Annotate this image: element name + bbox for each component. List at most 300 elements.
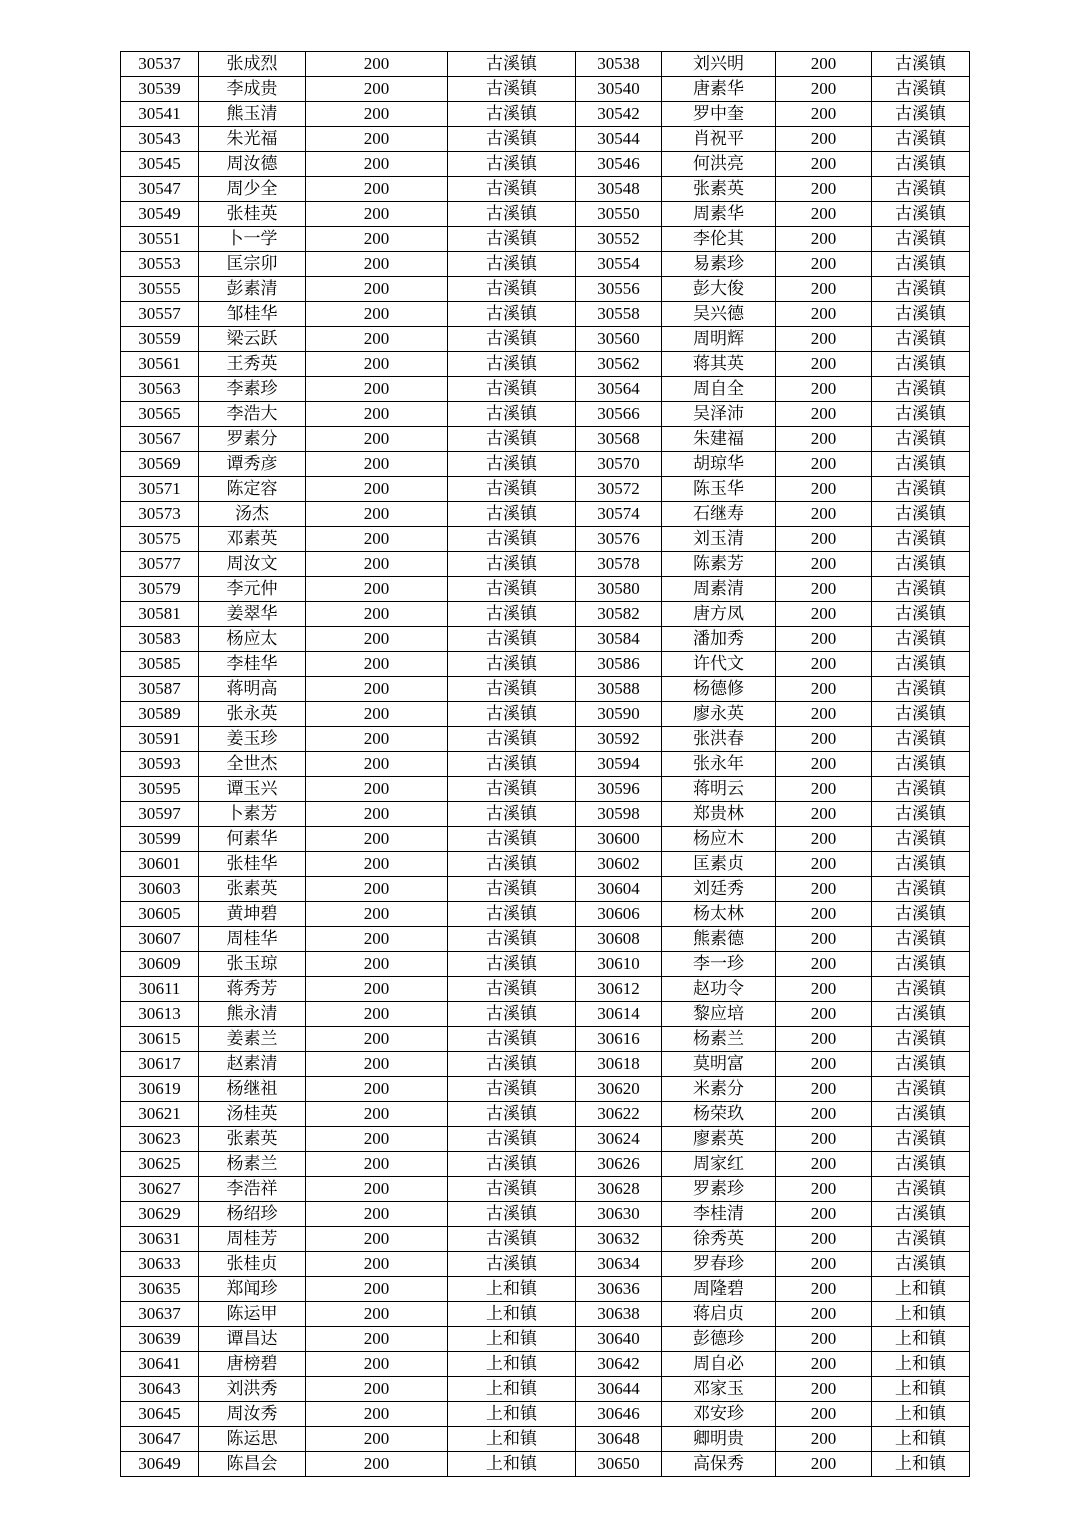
town-cell: 古溪镇 — [448, 502, 576, 527]
amount-cell: 200 — [306, 327, 448, 352]
table-row — [121, 127, 970, 152]
record-id-cell: 30620 — [576, 1077, 662, 1102]
town-cell: 古溪镇 — [872, 227, 970, 252]
person-name-cell: 廖素英 — [662, 1127, 776, 1152]
amount-cell: 200 — [306, 202, 448, 227]
amount-cell: 200 — [776, 277, 872, 302]
person-name-cell: 朱光福 — [199, 127, 306, 152]
person-name-cell: 李桂清 — [662, 1202, 776, 1227]
table-row — [121, 802, 970, 827]
person-name-cell: 杨太林 — [662, 902, 776, 927]
table-row — [121, 1027, 970, 1052]
person-name-cell: 石继寿 — [662, 502, 776, 527]
person-name-cell: 张桂贞 — [199, 1252, 306, 1277]
amount-cell: 200 — [306, 877, 448, 902]
town-cell: 古溪镇 — [872, 427, 970, 452]
town-cell: 古溪镇 — [872, 827, 970, 852]
person-name-cell: 杨素兰 — [662, 1027, 776, 1052]
person-name-cell: 周少全 — [199, 177, 306, 202]
amount-cell: 200 — [776, 1027, 872, 1052]
person-name-cell: 汤桂英 — [199, 1102, 306, 1127]
amount-cell: 200 — [306, 727, 448, 752]
amount-cell: 200 — [306, 277, 448, 302]
amount-cell: 200 — [776, 1102, 872, 1127]
amount-cell: 200 — [776, 1352, 872, 1377]
person-name-cell: 蒋启贞 — [662, 1302, 776, 1327]
town-cell: 古溪镇 — [448, 1002, 576, 1027]
amount-cell: 200 — [306, 1127, 448, 1152]
amount-cell: 200 — [776, 377, 872, 402]
town-cell: 上和镇 — [872, 1302, 970, 1327]
town-cell: 古溪镇 — [872, 377, 970, 402]
amount-cell: 200 — [776, 1377, 872, 1402]
person-name-cell: 邓安珍 — [662, 1402, 776, 1427]
person-name-cell: 全世杰 — [199, 752, 306, 777]
person-name-cell: 朱建福 — [662, 427, 776, 452]
town-cell: 古溪镇 — [872, 1227, 970, 1252]
amount-cell: 200 — [776, 502, 872, 527]
town-cell: 古溪镇 — [448, 602, 576, 627]
table-row — [121, 1352, 970, 1377]
table-row — [121, 1252, 970, 1277]
amount-cell: 200 — [776, 1177, 872, 1202]
town-cell: 古溪镇 — [448, 152, 576, 177]
person-name-cell: 杨应太 — [199, 627, 306, 652]
person-name-cell: 李浩祥 — [199, 1177, 306, 1202]
table-row — [121, 227, 970, 252]
amount-cell: 200 — [306, 1027, 448, 1052]
record-id-cell: 30625 — [121, 1152, 199, 1177]
person-name-cell: 李素珍 — [199, 377, 306, 402]
amount-cell: 200 — [776, 1427, 872, 1452]
record-id-cell: 30566 — [576, 402, 662, 427]
amount-cell: 200 — [776, 802, 872, 827]
amount-cell: 200 — [776, 552, 872, 577]
amount-cell: 200 — [306, 1152, 448, 1177]
record-id-cell: 30549 — [121, 202, 199, 227]
town-cell: 古溪镇 — [872, 902, 970, 927]
amount-cell: 200 — [306, 127, 448, 152]
amount-cell: 200 — [306, 1327, 448, 1352]
amount-cell: 200 — [776, 677, 872, 702]
town-cell: 古溪镇 — [448, 552, 576, 577]
record-id-cell: 30539 — [121, 77, 199, 102]
person-name-cell: 唐榜碧 — [199, 1352, 306, 1377]
table-body — [121, 52, 970, 1477]
record-id-cell: 30558 — [576, 302, 662, 327]
table-row — [121, 1202, 970, 1227]
person-name-cell: 周明辉 — [662, 327, 776, 352]
record-id-cell: 30627 — [121, 1177, 199, 1202]
town-cell: 古溪镇 — [872, 177, 970, 202]
record-id-cell: 30641 — [121, 1352, 199, 1377]
record-id-cell: 30596 — [576, 777, 662, 802]
town-cell: 古溪镇 — [448, 952, 576, 977]
town-cell: 古溪镇 — [872, 452, 970, 477]
record-id-cell: 30597 — [121, 802, 199, 827]
person-name-cell: 潘加秀 — [662, 627, 776, 652]
town-cell: 古溪镇 — [448, 1102, 576, 1127]
amount-cell: 200 — [306, 1302, 448, 1327]
person-name-cell: 张永年 — [662, 752, 776, 777]
amount-cell: 200 — [306, 177, 448, 202]
amount-cell: 200 — [306, 1452, 448, 1477]
amount-cell: 200 — [776, 1452, 872, 1477]
record-id-cell: 30584 — [576, 627, 662, 652]
record-id-cell: 30618 — [576, 1052, 662, 1077]
amount-cell: 200 — [776, 1202, 872, 1227]
person-name-cell: 邓家玉 — [662, 1377, 776, 1402]
record-id-cell: 30585 — [121, 652, 199, 677]
town-cell: 古溪镇 — [448, 1077, 576, 1102]
table-row — [121, 1402, 970, 1427]
person-name-cell: 卜一学 — [199, 227, 306, 252]
person-name-cell: 张素英 — [662, 177, 776, 202]
record-id-cell: 30623 — [121, 1127, 199, 1152]
record-id-cell: 30545 — [121, 152, 199, 177]
town-cell: 古溪镇 — [448, 977, 576, 1002]
town-cell: 古溪镇 — [872, 1127, 970, 1152]
table-row — [121, 1302, 970, 1327]
table-row — [121, 177, 970, 202]
record-id-cell: 30569 — [121, 452, 199, 477]
town-cell: 古溪镇 — [872, 502, 970, 527]
person-name-cell: 刘廷秀 — [662, 877, 776, 902]
amount-cell: 200 — [776, 727, 872, 752]
person-name-cell: 陈运思 — [199, 1427, 306, 1452]
table-row — [121, 1052, 970, 1077]
person-name-cell: 肖祝平 — [662, 127, 776, 152]
town-cell: 古溪镇 — [872, 952, 970, 977]
amount-cell: 200 — [306, 752, 448, 777]
record-id-cell: 30594 — [576, 752, 662, 777]
record-id-cell: 30547 — [121, 177, 199, 202]
record-id-cell: 30561 — [121, 352, 199, 377]
town-cell: 古溪镇 — [448, 927, 576, 952]
town-cell: 古溪镇 — [448, 1127, 576, 1152]
town-cell: 古溪镇 — [448, 852, 576, 877]
amount-cell: 200 — [306, 1227, 448, 1252]
amount-cell: 200 — [306, 1252, 448, 1277]
amount-cell: 200 — [306, 702, 448, 727]
record-id-cell: 30595 — [121, 777, 199, 802]
record-id-cell: 30593 — [121, 752, 199, 777]
record-id-cell: 30635 — [121, 1277, 199, 1302]
person-name-cell: 邓素英 — [199, 527, 306, 552]
person-name-cell: 谭昌达 — [199, 1327, 306, 1352]
person-name-cell: 张永英 — [199, 702, 306, 727]
amount-cell: 200 — [306, 377, 448, 402]
amount-cell: 200 — [306, 1352, 448, 1377]
amount-cell: 200 — [776, 627, 872, 652]
amount-cell: 200 — [776, 177, 872, 202]
amount-cell: 200 — [306, 302, 448, 327]
amount-cell: 200 — [306, 802, 448, 827]
record-id-cell: 30608 — [576, 927, 662, 952]
person-name-cell: 姜翠华 — [199, 602, 306, 627]
town-cell: 古溪镇 — [872, 1077, 970, 1102]
amount-cell: 200 — [776, 477, 872, 502]
record-id-cell: 30573 — [121, 502, 199, 527]
record-id-cell: 30563 — [121, 377, 199, 402]
record-id-cell: 30550 — [576, 202, 662, 227]
table-row — [121, 1077, 970, 1102]
record-id-cell: 30542 — [576, 102, 662, 127]
record-id-cell: 30591 — [121, 727, 199, 752]
record-id-cell: 30586 — [576, 652, 662, 677]
record-id-cell: 30553 — [121, 252, 199, 277]
record-id-cell: 30619 — [121, 1077, 199, 1102]
record-id-cell: 30650 — [576, 1452, 662, 1477]
person-name-cell: 刘洪秀 — [199, 1377, 306, 1402]
person-name-cell: 徐秀英 — [662, 1227, 776, 1252]
amount-cell: 200 — [306, 827, 448, 852]
record-id-cell: 30603 — [121, 877, 199, 902]
amount-cell: 200 — [776, 702, 872, 727]
amount-cell: 200 — [306, 252, 448, 277]
table-row — [121, 927, 970, 952]
table-row — [121, 1377, 970, 1402]
person-name-cell: 罗中奎 — [662, 102, 776, 127]
record-id-cell: 30626 — [576, 1152, 662, 1177]
person-name-cell: 刘玉清 — [662, 527, 776, 552]
town-cell: 古溪镇 — [448, 1052, 576, 1077]
person-name-cell: 谭秀彦 — [199, 452, 306, 477]
table-row — [121, 77, 970, 102]
record-id-cell: 30610 — [576, 952, 662, 977]
amount-cell: 200 — [306, 452, 448, 477]
town-cell: 上和镇 — [872, 1377, 970, 1402]
person-name-cell: 姜玉珍 — [199, 727, 306, 752]
person-name-cell: 李一珍 — [662, 952, 776, 977]
person-name-cell: 唐方凤 — [662, 602, 776, 627]
amount-cell: 200 — [776, 202, 872, 227]
person-name-cell: 蒋明云 — [662, 777, 776, 802]
amount-cell: 200 — [306, 1277, 448, 1302]
record-id-cell: 30630 — [576, 1202, 662, 1227]
person-name-cell: 杨应木 — [662, 827, 776, 852]
town-cell: 古溪镇 — [872, 77, 970, 102]
record-id-cell: 30643 — [121, 1377, 199, 1402]
table-row — [121, 352, 970, 377]
amount-cell: 200 — [306, 1102, 448, 1127]
person-name-cell: 高保秀 — [662, 1452, 776, 1477]
amount-cell: 200 — [306, 1377, 448, 1402]
amount-cell: 200 — [776, 977, 872, 1002]
town-cell: 古溪镇 — [448, 902, 576, 927]
amount-cell: 200 — [776, 152, 872, 177]
amount-cell: 200 — [306, 577, 448, 602]
record-id-cell: 30560 — [576, 327, 662, 352]
person-name-cell: 罗素珍 — [662, 1177, 776, 1202]
person-name-cell: 黎应培 — [662, 1002, 776, 1027]
table-row — [121, 902, 970, 927]
person-name-cell: 匡素贞 — [662, 852, 776, 877]
person-name-cell: 匡宗卯 — [199, 252, 306, 277]
table-row — [121, 277, 970, 302]
table-row — [121, 877, 970, 902]
amount-cell: 200 — [776, 1052, 872, 1077]
town-cell: 古溪镇 — [448, 1152, 576, 1177]
record-id-cell: 30605 — [121, 902, 199, 927]
town-cell: 古溪镇 — [872, 152, 970, 177]
record-id-cell: 30632 — [576, 1227, 662, 1252]
record-id-cell: 30577 — [121, 552, 199, 577]
record-id-cell: 30551 — [121, 227, 199, 252]
town-cell: 古溪镇 — [448, 327, 576, 352]
record-id-cell: 30590 — [576, 702, 662, 727]
person-name-cell: 黄坤碧 — [199, 902, 306, 927]
record-id-cell: 30564 — [576, 377, 662, 402]
town-cell: 上和镇 — [448, 1302, 576, 1327]
town-cell: 古溪镇 — [872, 927, 970, 952]
town-cell: 古溪镇 — [448, 777, 576, 802]
amount-cell: 200 — [306, 977, 448, 1002]
town-cell: 古溪镇 — [448, 1202, 576, 1227]
record-id-cell: 30629 — [121, 1202, 199, 1227]
record-id-cell: 30570 — [576, 452, 662, 477]
amount-cell: 200 — [306, 1202, 448, 1227]
amount-cell: 200 — [776, 902, 872, 927]
table-row — [121, 977, 970, 1002]
record-id-cell: 30644 — [576, 1377, 662, 1402]
record-id-cell: 30639 — [121, 1327, 199, 1352]
person-name-cell: 周汝秀 — [199, 1402, 306, 1427]
person-name-cell: 卿明贵 — [662, 1427, 776, 1452]
record-id-cell: 30607 — [121, 927, 199, 952]
town-cell: 古溪镇 — [448, 652, 576, 677]
town-cell: 古溪镇 — [448, 727, 576, 752]
amount-cell: 200 — [306, 227, 448, 252]
record-id-cell: 30602 — [576, 852, 662, 877]
person-name-cell: 谭玉兴 — [199, 777, 306, 802]
record-id-cell: 30598 — [576, 802, 662, 827]
amount-cell: 200 — [306, 1427, 448, 1452]
table-row — [121, 452, 970, 477]
record-id-cell: 30562 — [576, 352, 662, 377]
record-id-cell: 30647 — [121, 1427, 199, 1452]
town-cell: 古溪镇 — [448, 1252, 576, 1277]
town-cell: 古溪镇 — [872, 1152, 970, 1177]
town-cell: 上和镇 — [448, 1277, 576, 1302]
amount-cell: 200 — [306, 1177, 448, 1202]
table-row — [121, 552, 970, 577]
person-name-cell: 周汝德 — [199, 152, 306, 177]
record-id-cell: 30541 — [121, 102, 199, 127]
person-name-cell: 周素华 — [662, 202, 776, 227]
amount-cell: 200 — [776, 1077, 872, 1102]
amount-cell: 200 — [306, 77, 448, 102]
town-cell: 古溪镇 — [448, 477, 576, 502]
table-row — [121, 102, 970, 127]
town-cell: 古溪镇 — [448, 1227, 576, 1252]
table-row — [121, 827, 970, 852]
person-name-cell: 李浩大 — [199, 402, 306, 427]
amount-cell: 200 — [776, 352, 872, 377]
town-cell: 古溪镇 — [872, 1252, 970, 1277]
amount-cell: 200 — [776, 1127, 872, 1152]
record-id-cell: 30592 — [576, 727, 662, 752]
town-cell: 古溪镇 — [872, 202, 970, 227]
amount-cell: 200 — [776, 877, 872, 902]
record-id-cell: 30556 — [576, 277, 662, 302]
person-name-cell: 易素珍 — [662, 252, 776, 277]
town-cell: 古溪镇 — [872, 552, 970, 577]
record-id-cell: 30613 — [121, 1002, 199, 1027]
table-row — [121, 327, 970, 352]
record-id-cell: 30649 — [121, 1452, 199, 1477]
table-row — [121, 1127, 970, 1152]
person-name-cell: 杨继祖 — [199, 1077, 306, 1102]
record-id-cell: 30581 — [121, 602, 199, 627]
town-cell: 古溪镇 — [872, 1027, 970, 1052]
record-id-cell: 30611 — [121, 977, 199, 1002]
amount-cell: 200 — [776, 127, 872, 152]
amount-cell: 200 — [776, 577, 872, 602]
town-cell: 古溪镇 — [448, 77, 576, 102]
record-id-cell: 30642 — [576, 1352, 662, 1377]
record-id-cell: 30621 — [121, 1102, 199, 1127]
person-name-cell: 唐素华 — [662, 77, 776, 102]
person-name-cell: 陈玉华 — [662, 477, 776, 502]
record-id-cell: 30637 — [121, 1302, 199, 1327]
record-id-cell: 30624 — [576, 1127, 662, 1152]
record-id-cell: 30604 — [576, 877, 662, 902]
person-name-cell: 梁云跃 — [199, 327, 306, 352]
town-cell: 古溪镇 — [872, 302, 970, 327]
record-id-cell: 30601 — [121, 852, 199, 877]
town-cell: 古溪镇 — [448, 877, 576, 902]
record-id-cell: 30567 — [121, 427, 199, 452]
person-name-cell: 周家红 — [662, 1152, 776, 1177]
amount-cell: 200 — [776, 252, 872, 277]
town-cell: 上和镇 — [448, 1377, 576, 1402]
amount-cell: 200 — [776, 1327, 872, 1352]
person-name-cell: 周桂华 — [199, 927, 306, 952]
person-name-cell: 何洪亮 — [662, 152, 776, 177]
table-row — [121, 852, 970, 877]
record-id-cell: 30544 — [576, 127, 662, 152]
person-name-cell: 陈素芳 — [662, 552, 776, 577]
town-cell: 古溪镇 — [872, 602, 970, 627]
amount-cell: 200 — [776, 827, 872, 852]
town-cell: 古溪镇 — [872, 527, 970, 552]
table-row — [121, 1277, 970, 1302]
table-row — [121, 1327, 970, 1352]
town-cell: 上和镇 — [448, 1452, 576, 1477]
amount-cell: 200 — [306, 627, 448, 652]
record-id-cell: 30633 — [121, 1252, 199, 1277]
town-cell: 古溪镇 — [872, 1002, 970, 1027]
person-name-cell: 郑闻珍 — [199, 1277, 306, 1302]
amount-cell: 200 — [776, 852, 872, 877]
town-cell: 上和镇 — [872, 1327, 970, 1352]
record-id-cell: 30600 — [576, 827, 662, 852]
town-cell: 古溪镇 — [448, 52, 576, 77]
record-id-cell: 30575 — [121, 527, 199, 552]
person-name-cell: 李桂华 — [199, 652, 306, 677]
town-cell: 古溪镇 — [448, 827, 576, 852]
town-cell: 古溪镇 — [448, 452, 576, 477]
record-id-cell: 30580 — [576, 577, 662, 602]
table-row — [121, 677, 970, 702]
town-cell: 上和镇 — [872, 1352, 970, 1377]
amount-cell: 200 — [776, 302, 872, 327]
town-cell: 古溪镇 — [448, 302, 576, 327]
person-name-cell: 廖永英 — [662, 702, 776, 727]
person-name-cell: 罗春珍 — [662, 1252, 776, 1277]
town-cell: 古溪镇 — [872, 52, 970, 77]
